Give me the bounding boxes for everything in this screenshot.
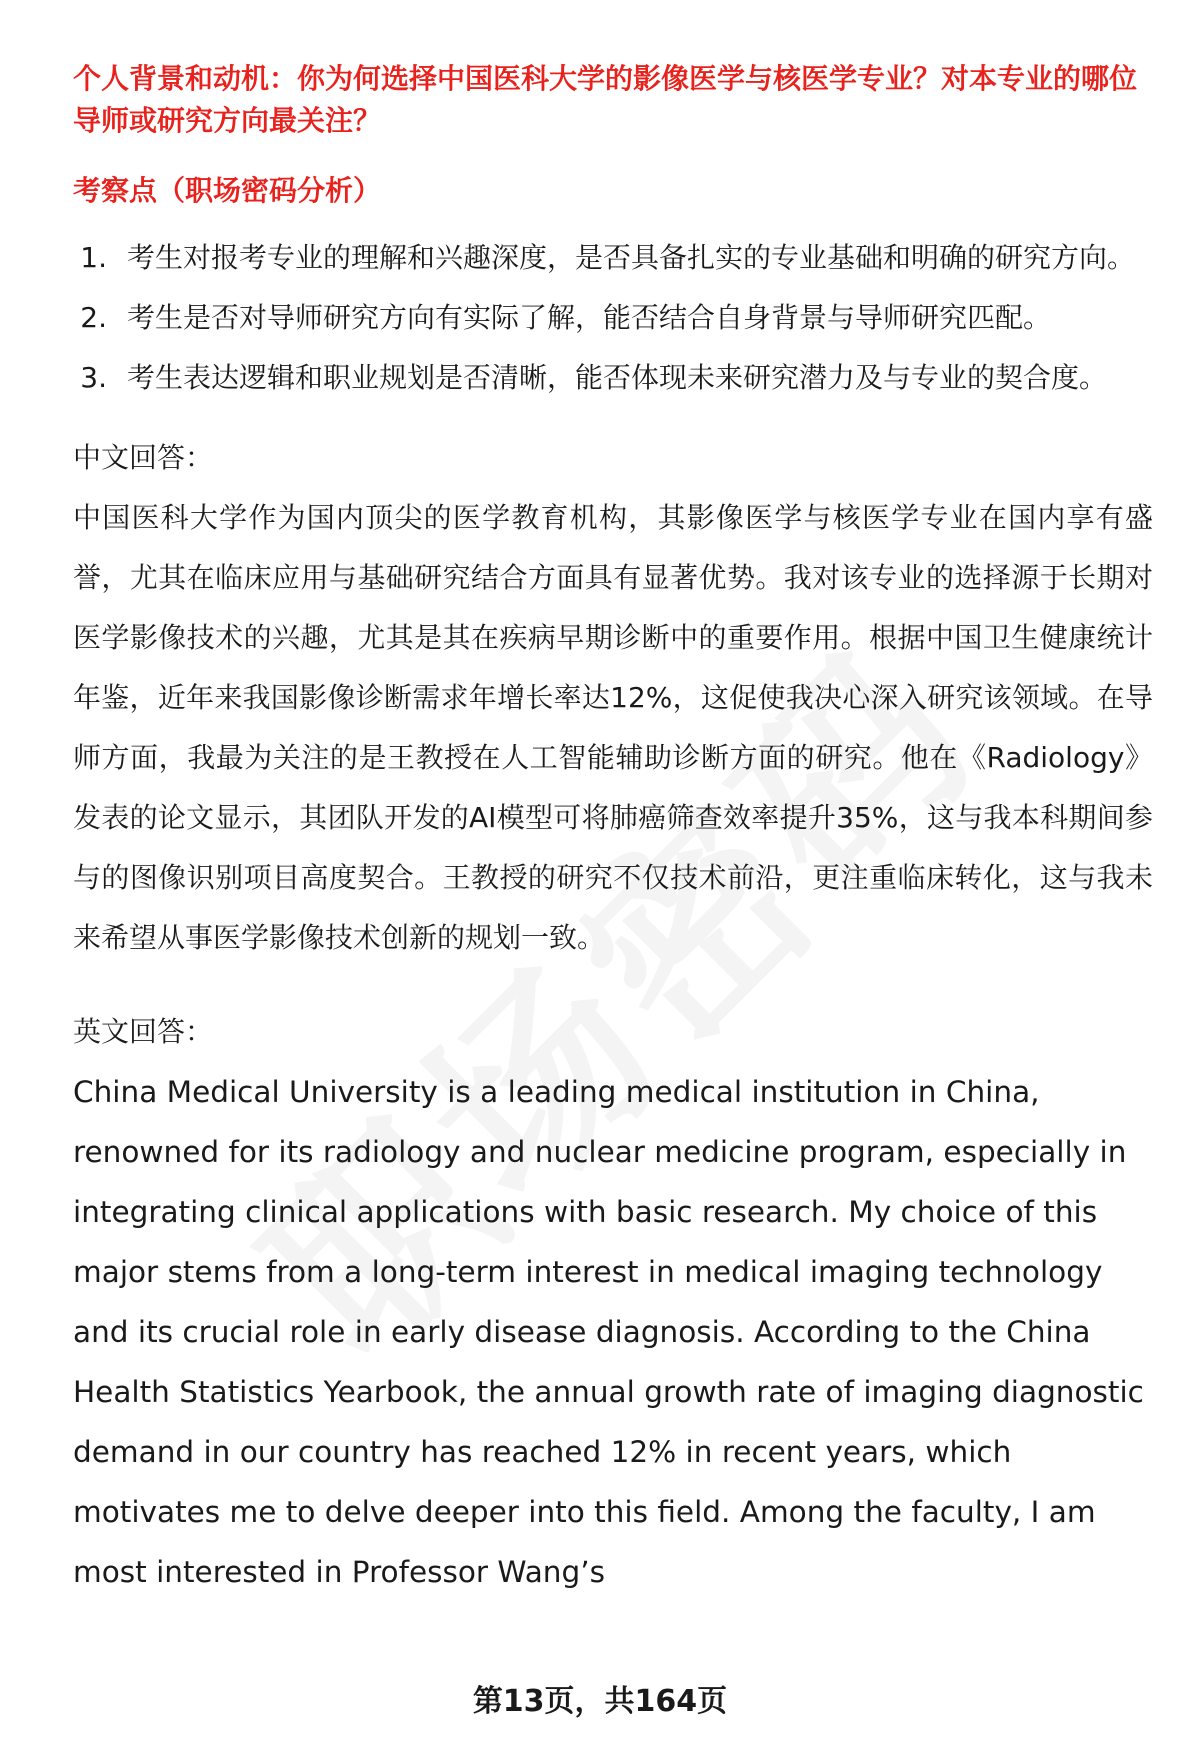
english-answer-body: China Medical University is a leading medical institution in China, renowned for its radiology and nuclear medicine program, especially in integrating clinical applications with basic research. My choice of this major stems from a long-term interest in medical imaging technology and its crucial role in early disease diagnosis. According to the China Health Statistics Yearbook, the annual growth rate of imaging diagnostic demand in our country has reached 12% in recent years, which motivates me to delve deeper into this field. Among the faculty, I am most interested in Professor Wang’s [73,1075,1144,1589]
exam-point-text: 考生表达逻辑和职业规划是否清晰，能否体现未来研究潜力及与专业的契合度。 [127,361,1108,394]
exam-point-text: 考生是否对导师研究方向有实际了解，能否结合自身背景与导师研究匹配。 [127,301,1052,334]
exam-points-list [73,228,1153,408]
exam-point-number: 1. [80,241,107,274]
english-answer-label: 英文回答： [73,1015,214,1048]
exam-points-title: 考察点（职场密码分析） [73,174,382,207]
exam-point-item [73,228,1153,288]
exam-point-item [73,348,1153,408]
exam-point-item [73,288,1153,348]
document-page [73,58,1153,1602]
exam-point-number: 2. [80,301,107,334]
page-number-footer: 第13页，共164页 [472,1684,728,1719]
exam-point-number: 3. [80,361,107,394]
chinese-answer-label: 中文回答： [73,441,214,474]
chinese-answer-body: 中国医科大学作为国内顶尖的医学教育机构，其影像医学与核医学专业在国内享有盛誉，尤其在临床应用与基础研究结合方面具有显著优势。我对该专业的选择源于长期对医学影像技术的兴趣，尤其是其在疾病早期诊断中的重要作用。根据中国卫生健康统计年鉴，近年来我国影像诊断需求年增长率达12%，这促使我决心深入研究该领域。在导师方面，我最为关注的是王教授在人工智能辅助诊断方面的研究。他在《Radiology》发表的论文显示，其团队开发的AI模型可将肺癌筛查效率提升35%，这与我本科期间参与的图像识别项目高度契合。王教授的研究不仅技术前沿，更注重临床转化，这与我未来希望从事医学影像技术创新的规划一致。 [73,501,1153,954]
exam-point-text: 考生对报考专业的理解和兴趣深度，是否具备扎实的专业基础和明确的研究方向。 [127,241,1136,274]
question-heading: 个人背景和动机：你为何选择中国医科大学的影像医学与核医学专业？对本专业的哪位导师或研究方向最关注？ [73,62,1138,137]
